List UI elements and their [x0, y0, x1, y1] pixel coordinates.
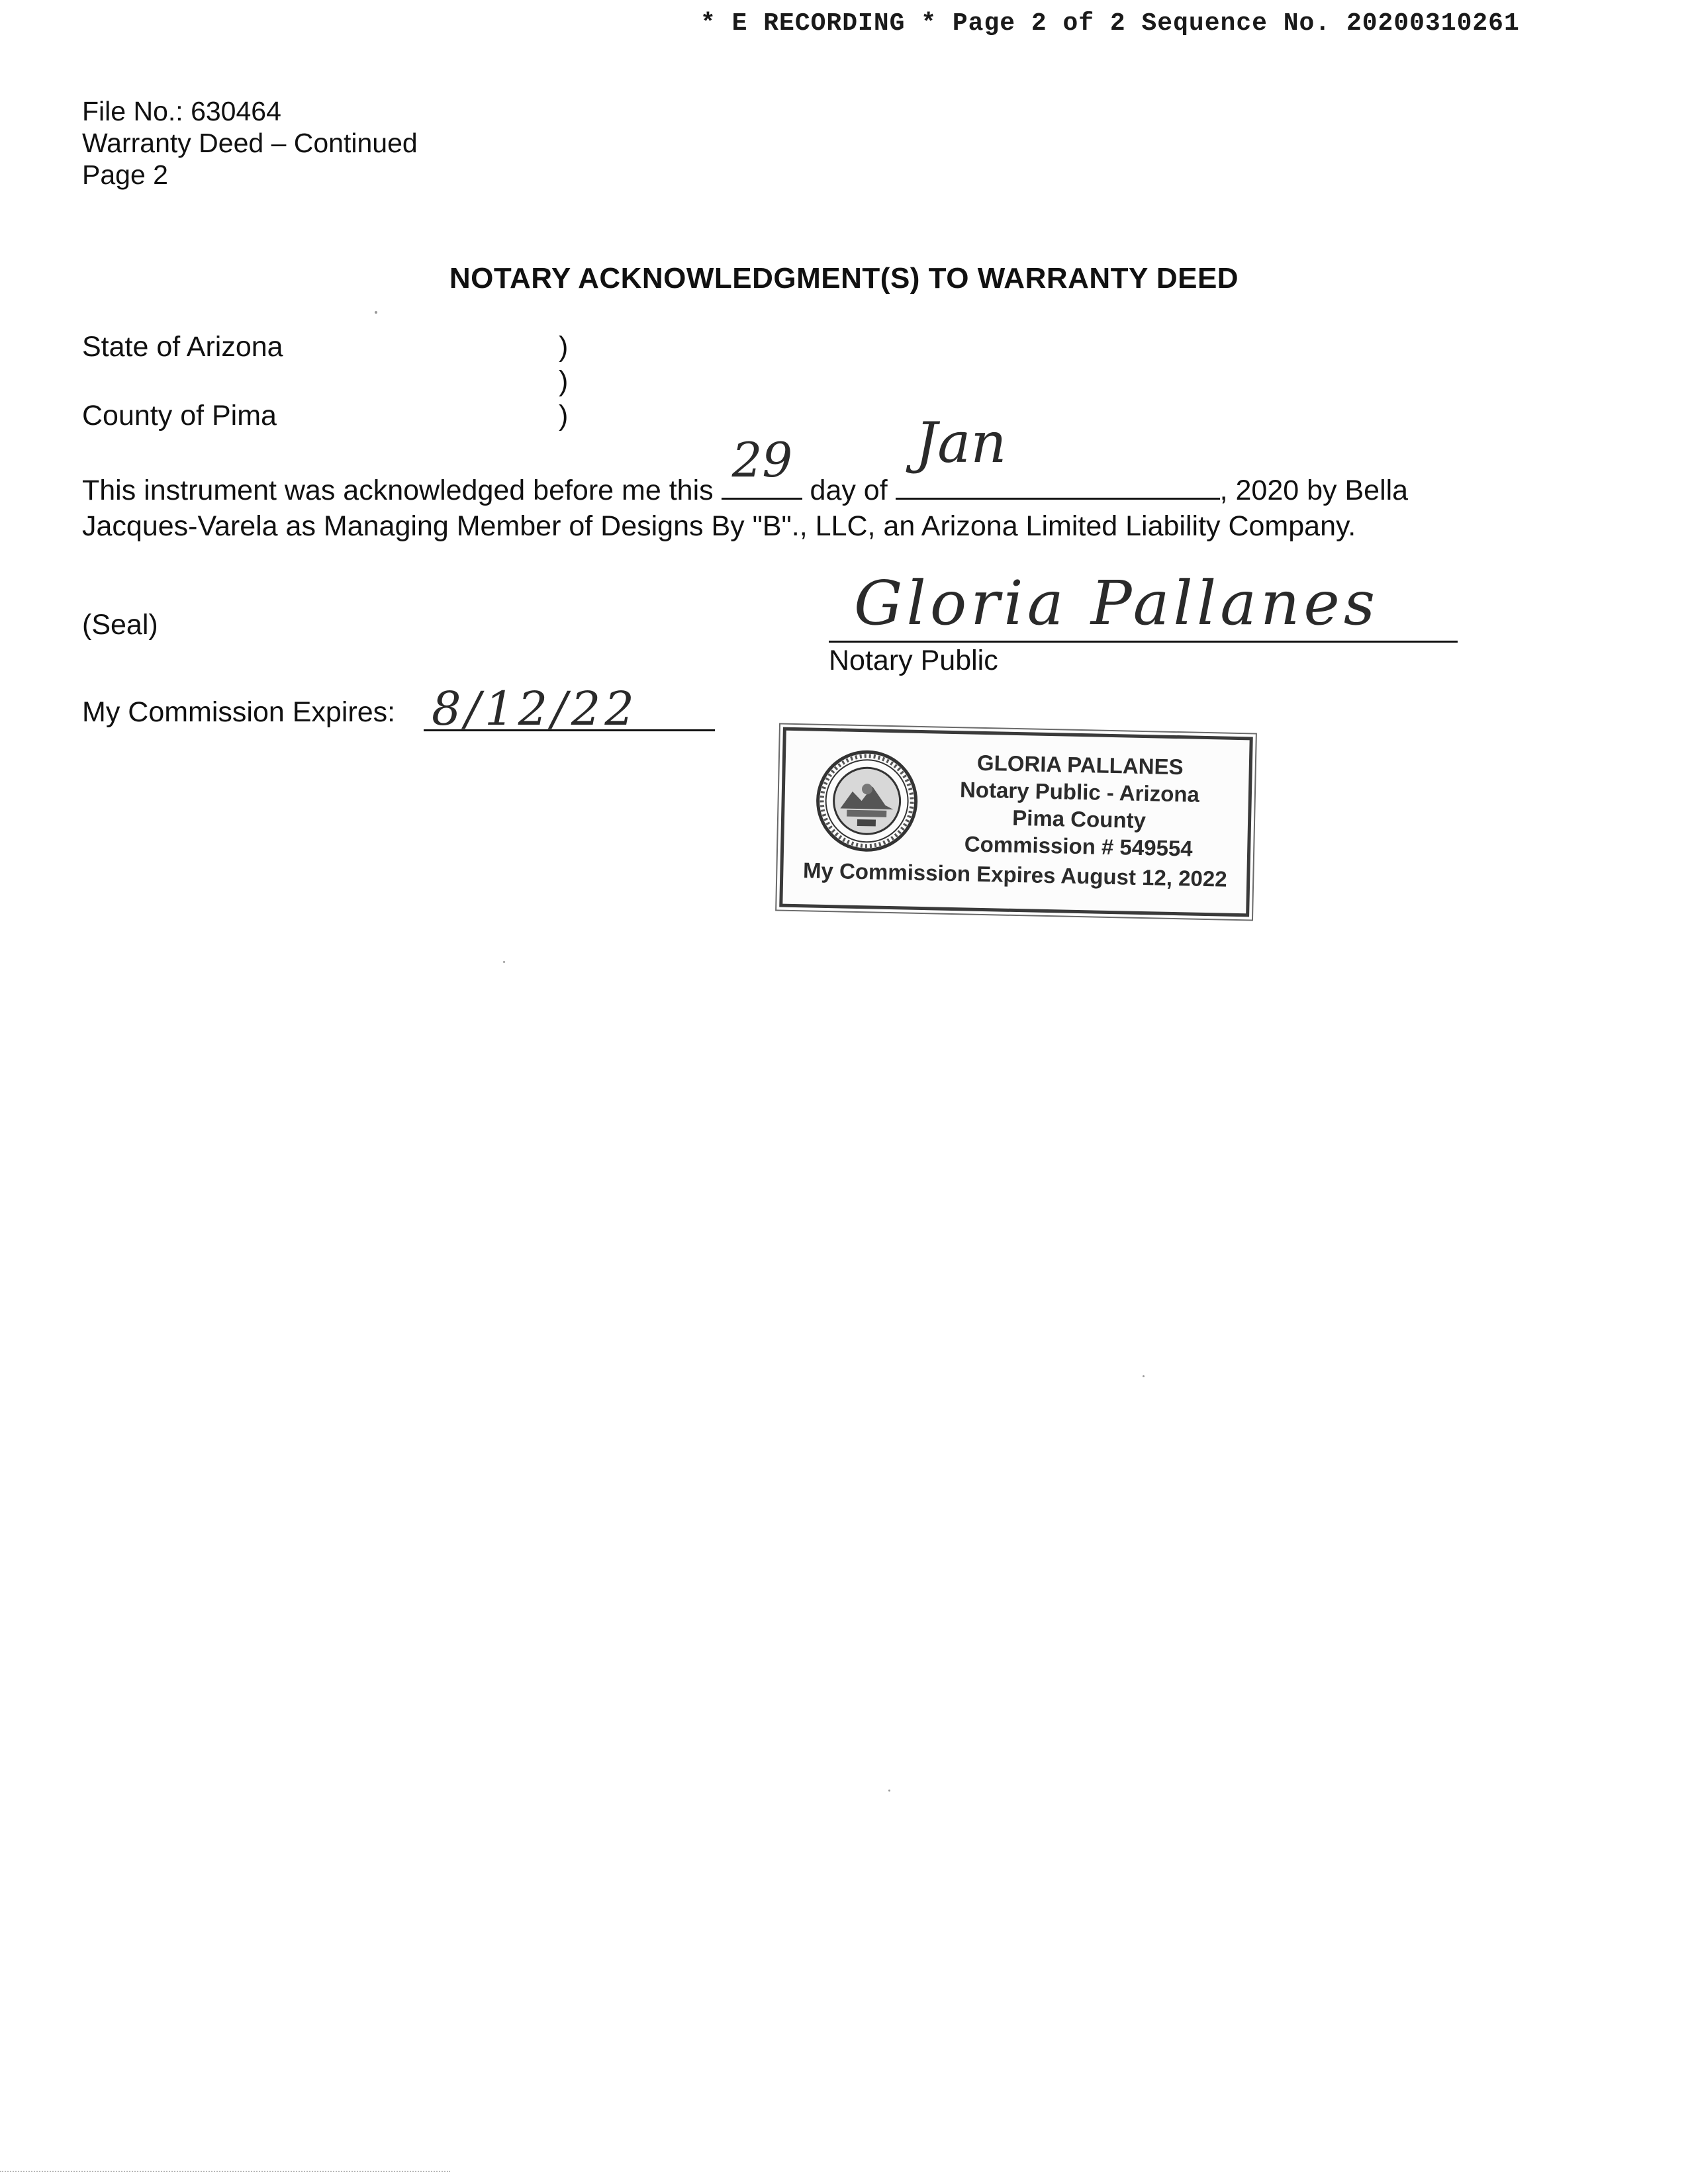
- file-number-line: [82, 95, 418, 127]
- handwritten-month: Jan: [915, 410, 1007, 475]
- commission-label: My Commission Expires:: [82, 696, 396, 728]
- handwritten-day: 29: [731, 432, 793, 488]
- ack-text-part2: day of: [810, 475, 888, 506]
- document-title: NOTARY ACKNOWLEDGMENT(S) TO WARRANTY DEED: [449, 262, 1239, 295]
- signature-line: [829, 641, 1458, 643]
- venue-state: State of Arizona: [82, 331, 283, 363]
- stamp-notary-title: Notary Public - Arizona: [959, 777, 1200, 807]
- seal-label: (Seal): [82, 609, 158, 641]
- scan-speck: [888, 1790, 890, 1792]
- day-blank: [722, 432, 802, 500]
- arizona-state-seal-icon: [813, 747, 921, 855]
- stamp-commission-number: Commission # 549554: [964, 831, 1194, 861]
- ack-text-part3: , 2020 by Bella: [1219, 475, 1409, 506]
- venue-bracket: ): [559, 365, 569, 397]
- notary-stamp: [779, 727, 1253, 917]
- page-label: Page 2: [82, 159, 168, 190]
- recording-header: * E RECORDING * Page 2 of 2 Sequence No. 20200310261: [700, 9, 1520, 38]
- file-number: 630464: [191, 96, 281, 126]
- file-number-label: File No.:: [82, 96, 183, 126]
- venue-county: County of Pima: [82, 400, 277, 432]
- stamp-notary-name: GLORIA PALLANES: [976, 750, 1184, 780]
- scan-edge-noise: [0, 2171, 450, 2174]
- ack-text-part1: This instrument was acknowledged before me this: [82, 475, 714, 506]
- acknowledgment-line-2: Jacques-Varela as Managing Member of Designs By "B"., LLC, an Arizona Limited Liability Company.: [82, 510, 1356, 542]
- venue-block: [82, 330, 283, 433]
- commission-date-line: [424, 729, 715, 731]
- document-continued: Warranty Deed – Continued: [82, 128, 418, 158]
- venue-bracket: ): [559, 400, 569, 432]
- file-info-block: [82, 95, 418, 191]
- scan-speck: [375, 311, 377, 314]
- venue-brackets: [559, 330, 568, 433]
- notary-public-caption: Notary Public: [829, 645, 998, 676]
- scan-speck: [1143, 1375, 1145, 1377]
- stamp-county: Pima County: [1011, 805, 1147, 833]
- notary-signature: Gloria Pallanes: [854, 568, 1380, 639]
- month-blank: [896, 410, 1220, 500]
- stamp-text-block: [923, 748, 1236, 863]
- scan-speck: [503, 961, 505, 963]
- venue-bracket: ): [559, 331, 569, 363]
- stamp-expiration: My Commission Expires August 12, 2022: [802, 858, 1227, 891]
- handwritten-commission-date: 8/12/22: [432, 682, 638, 736]
